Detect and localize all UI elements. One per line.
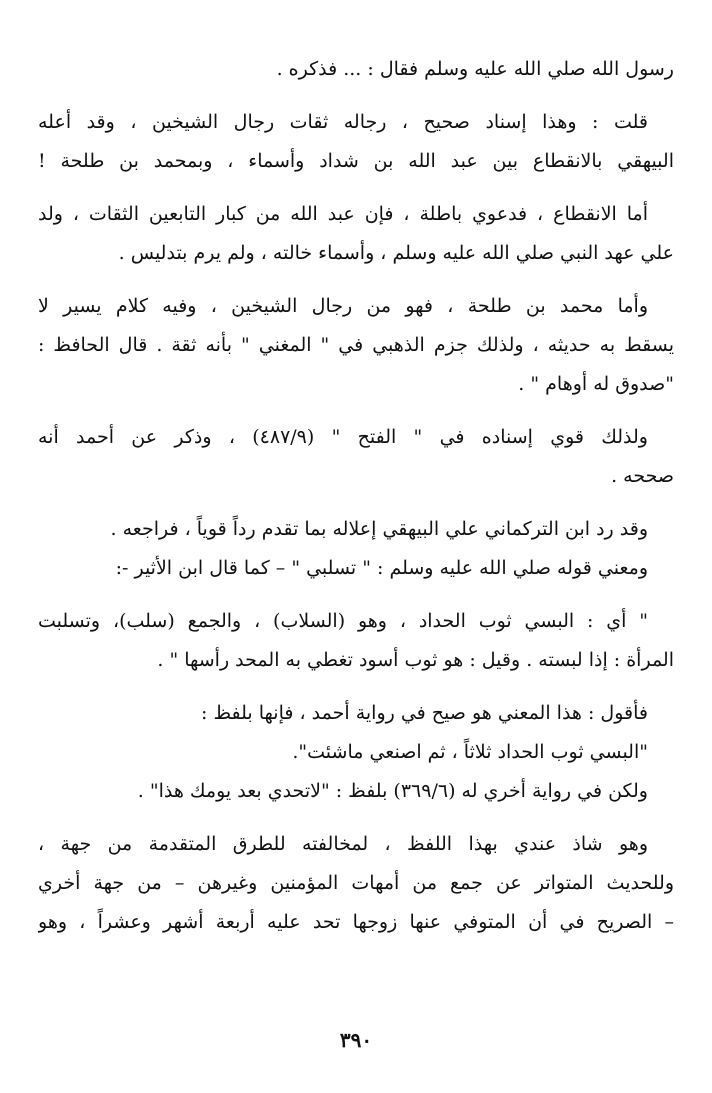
page-number: ٣٩٠ xyxy=(339,1028,373,1052)
text-line-10: صححه . xyxy=(611,465,674,487)
text-line-17: ولكن في رواية أخري له (٣٦٩/٦) بلفظ : "لاتحدي بعد يومك هذا" . xyxy=(137,780,648,802)
text-line-18: وهو شاذ عندي بهذا اللفظ ، لمخالفته للطرق المتقدمة من جهة ، xyxy=(38,833,648,855)
body-text xyxy=(38,50,674,942)
text-line-5: علي عهد النبي صلي الله عليه وسلم ، وأسماء خالته ، ولم يرم بتدليس . xyxy=(118,242,674,264)
text-line-7: يسقط به حديثه ، ولذلك جزم الذهبي في " المغني " بأنه ثقة . قال الحافظ : xyxy=(38,334,674,356)
text-line-6: وأما محمد بن طلحة ، فهو من رجال الشيخين ، وفيه كلام يسير لا xyxy=(38,295,648,317)
text-line-16: "البسي ثوب الحداد ثلاثاً ، ثم اصنعي ماشئت". xyxy=(292,741,648,763)
text-line-14: المرأة : إذا لبسته . وقيل : هو ثوب أسود تغطي به المحد رأسها " . xyxy=(157,649,674,671)
text-line-11: وقد رد ابن التركماني علي البيهقي إعلاله بما تقدم رداً قوياً ، فراجعه . xyxy=(110,518,648,540)
text-line-9: ولذلك قوي إسناده في " الفتح " (٤٨٧/٩) ، وذكر عن أحمد أنه xyxy=(38,426,648,448)
text-line-19: وللحديث المتواتر عن جمع من أمهات المؤمنين وغيرهن – من جهة أخري xyxy=(38,872,674,894)
text-line-13: " أي : البسي ثوب الحداد ، وهو (السلاب) ، والجمع (سلب)، وتسلبت xyxy=(38,610,648,632)
text-line-4: أما الانقطاع ، فدعوي باطلة ، فإن عبد الله من كبار التابعين الثقات ، ولد xyxy=(38,203,648,225)
text-line-20: – الصريح في أن المتوفي عنها زوجها تحد عليه أربعة أشهر وعشراً ، وهو xyxy=(38,911,674,933)
text-line-12: ومعني قوله صلي الله عليه وسلم : " تسلبي " – كما قال ابن الأثير -: xyxy=(115,557,648,579)
text-line-3: البيهقي بالانقطاع بين عبد الله بن شداد وأسماء ، وبمحمد بن طلحة ! xyxy=(38,150,674,172)
text-line-15: فأقول : هذا المعني هو صيح في رواية أحمد ، فإنها بلفظ : xyxy=(201,702,648,724)
text-line-8: "صدوق له أوهام " . xyxy=(518,373,674,395)
text-line-2: قلت : وهذا إسناد صحيح ، رجاله ثقات رجال الشيخين ، وقد أعله xyxy=(38,111,648,133)
text-line-1: رسول الله صلي الله عليه وسلم فقال : ... فذكره . xyxy=(276,58,674,80)
